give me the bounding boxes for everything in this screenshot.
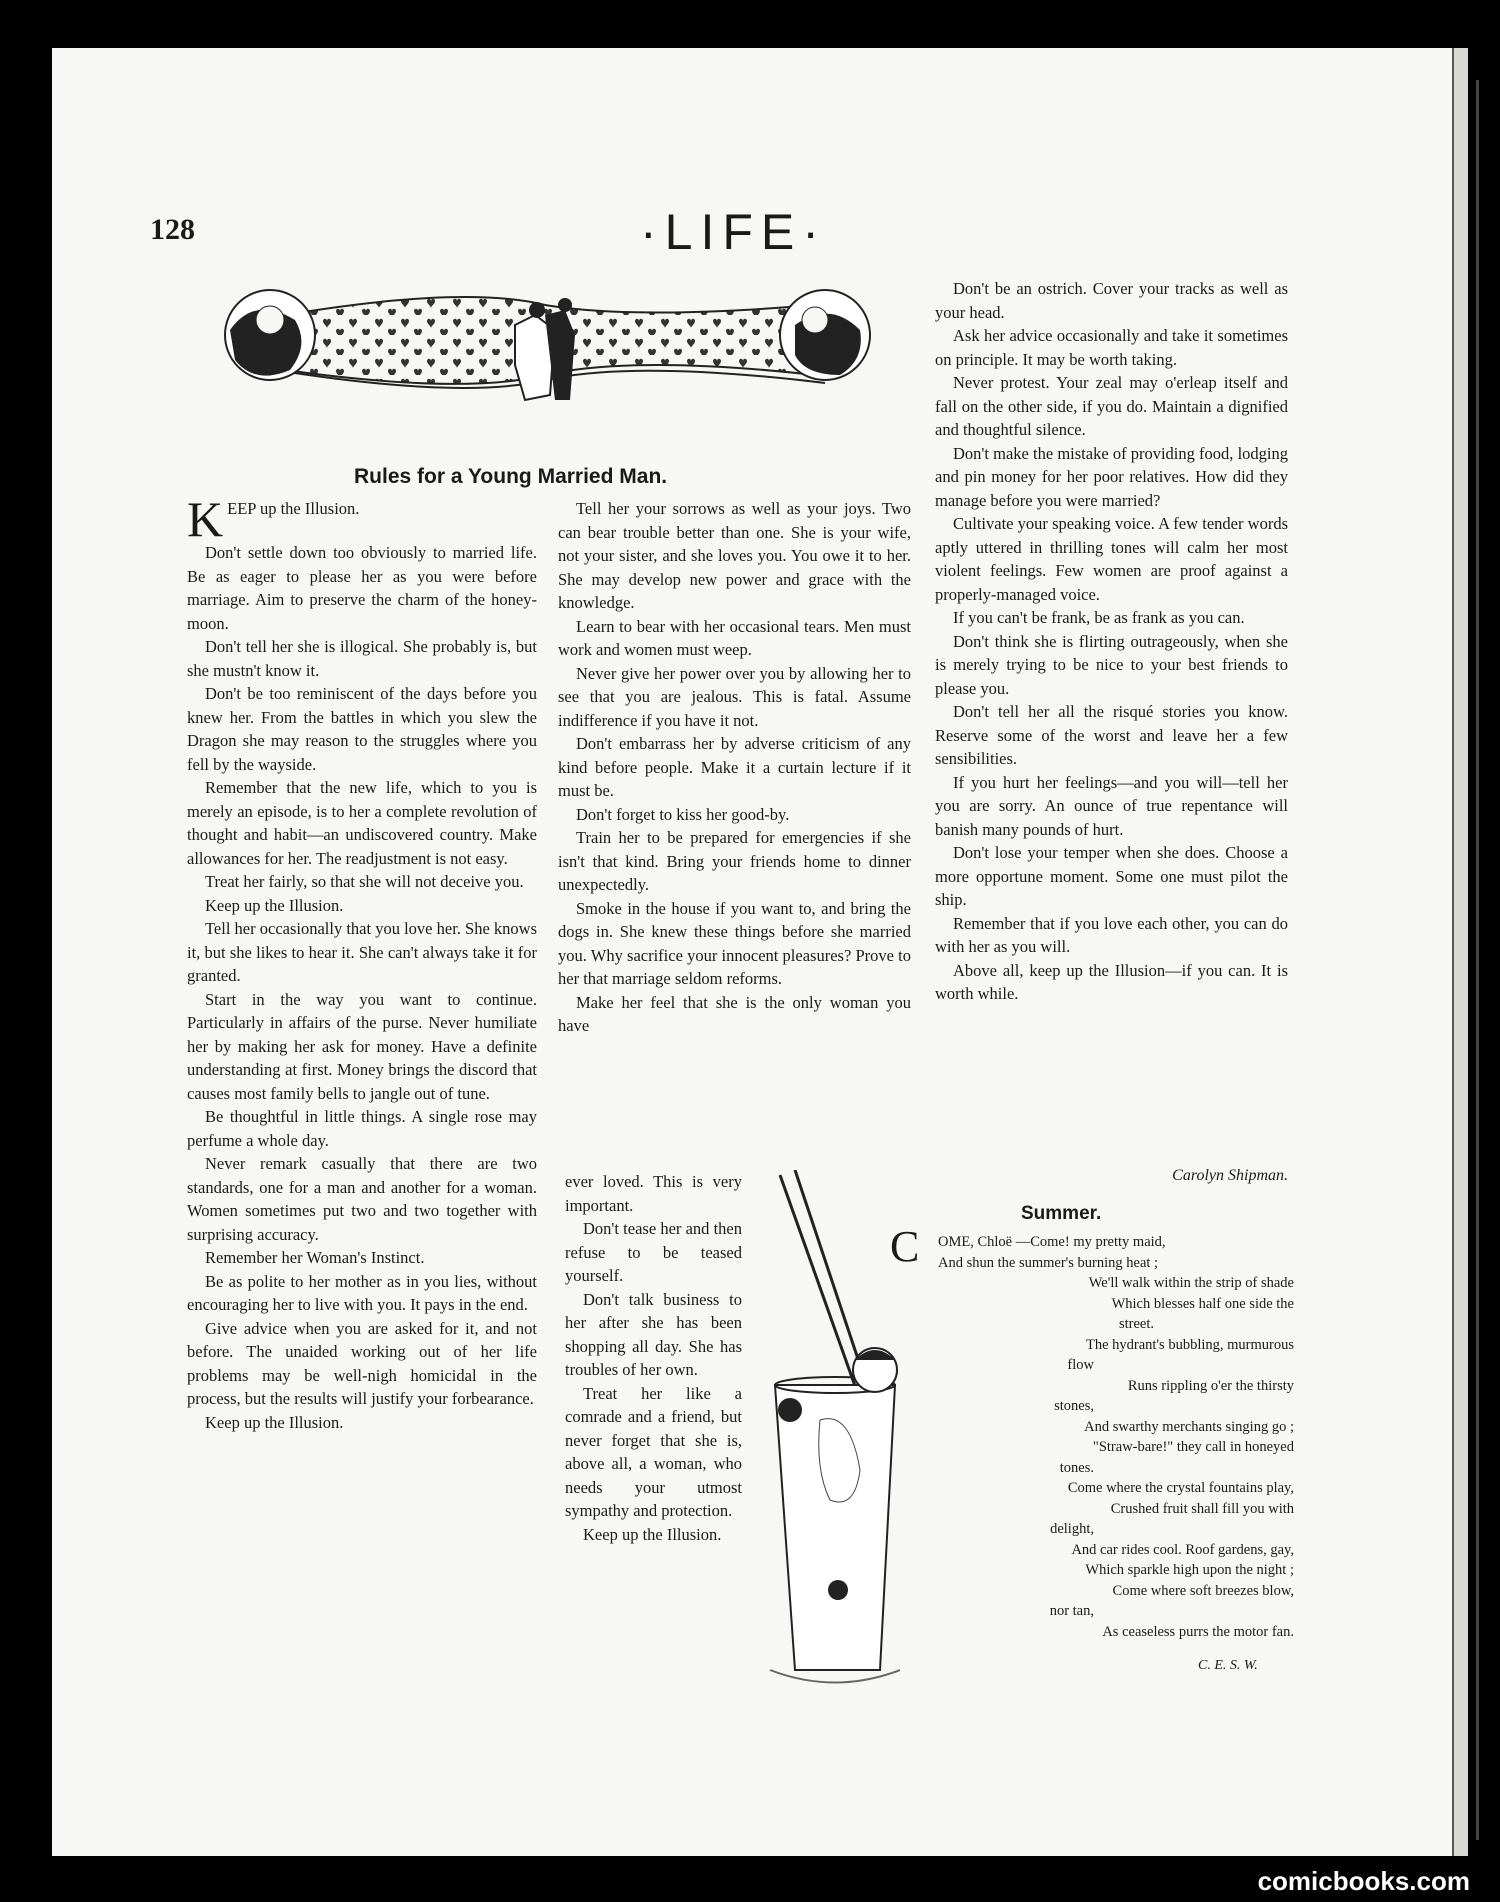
paragraph: Keep up the Illusion. (205, 895, 344, 915)
article-column-2-narrow (565, 1170, 742, 1546)
paragraph: Don't settle down too obviously to married life. Be as eager to please her as you were before marriage. Aim to preserve the charm of the honey-moon. (187, 543, 537, 633)
paragraph: Keep up the Illusion. (205, 1412, 344, 1432)
paragraph: Don't talk business to her after she has been shopping all day. She has troubles of her own. (565, 1289, 742, 1379)
poem-body (890, 1232, 1294, 1642)
poem-line: Crushed fruit shall fill you with (1110, 1500, 1294, 1517)
article-dropcap: K (187, 497, 224, 541)
header-illustration (215, 275, 885, 445)
paragraph: Don't be an ostrich. Cover your tracks as well as your head. (935, 279, 1288, 322)
poem-line: Come where soft breezes blow, (1112, 1582, 1294, 1599)
paragraph: Treat her like a comrade and a friend, but never forget that she is, above all, a woman, who needs your utmost sympathy and protection. (565, 1383, 742, 1520)
poem-title: Summer. (1021, 1203, 1102, 1224)
poem-line: We'll walk within the strip of shade (1088, 1275, 1294, 1291)
paragraph: Remember that if you love each other, you can do with her as you will. (935, 913, 1288, 956)
paragraph: Give advice when you are asked for it, and not before. The unaided working out of her life problems may be well-nigh homicidal in the process, but the results will justify your forbearance. (187, 1318, 537, 1408)
article-first-line: EEP up the Illusion. (227, 499, 360, 518)
paragraph: Ask her advice occasionally and take it sometimes on principle. It may be worth taking. (935, 326, 1288, 369)
paragraph: Never protest. Your zeal may o'erleap itself and fall on the other side, if you do. Maintain a dignified and thoughtful silence. (935, 373, 1288, 439)
poem-line: As ceaseless purrs the motor fan. (1102, 1623, 1294, 1640)
poem-line: delight, (1050, 1521, 1094, 1537)
page-edge (1476, 80, 1479, 1840)
article-title: Rules for a Young Married Man. (354, 465, 668, 488)
paragraph: Be thoughtful in little things. A single rose may perfume a whole day. (187, 1107, 537, 1150)
paragraph: If you can't be frank, be as frank as you can. (953, 608, 1245, 627)
paragraph: Remember that the new life, which to you is merely an episode, is to her a complete revolution of thought and habit—an undiscovered country. Make allowances for her. The readjustment is not easy. (187, 778, 537, 868)
poem-line: nor tan, (1049, 1603, 1094, 1619)
paragraph: Don't think she is flirting outrageously, when she is merely trying to be nice to your best friends to please you. (935, 631, 1288, 698)
paragraph: Start in the way you want to continue. Particularly in affairs of the purse. Never humiliate her by making her ask for money. Have a definite understanding at first. Money brings the discord that causes most family bells to jangle out of tune. (187, 989, 537, 1103)
poem-line: flow (1067, 1357, 1094, 1373)
article-column-1 (187, 497, 537, 1434)
masthead: ·LIFE· (640, 204, 827, 260)
paragraph: Treat her fairly, so that she will not deceive you. (205, 872, 524, 891)
paragraph: Don't tell her all the risqué stories you know. Reserve some of the worst and leave her a few sensibilities. (935, 702, 1288, 768)
poem-line: Runs rippling o'er the thirsty (1127, 1377, 1294, 1394)
paragraph: Don't lose your temper when she does. Choose a more opportune moment. Some one must pilot the ship. (935, 843, 1288, 909)
paragraph: Never remark casually that there are two standards, one for a man and another for a woman. Women sometimes put two and two together with surprising accuracy. (187, 1154, 537, 1244)
poem-line: And car rides cool. Roof gardens, gay, (1071, 1541, 1294, 1558)
paragraph: Don't embarrass her by adverse criticism of any kind before people. Make it a curtain lecture if it must be. (558, 734, 911, 800)
poem-line: Come where the crystal fountains play, (1067, 1480, 1294, 1496)
poem-line: OME, Chloë —Come! my pretty maid, (938, 1234, 1166, 1250)
paragraph: Cultivate your speaking voice. A few tender words aptly uttered in thrilling tones will calm her most violent feelings. Few women are proof against a properly-managed voice. (935, 514, 1288, 604)
paragraph: Keep up the Illusion. (583, 1524, 722, 1544)
paragraph: Don't make the mistake of providing food, lodging and pin money for her poor relatives. How did they manage before you were married? (935, 443, 1288, 510)
site-watermark: comicbooks.com (1257, 1866, 1470, 1896)
paragraph: Don't forget to kiss her good-by. (576, 804, 790, 824)
paragraph: Train her to be prepared for emergencies if she isn't that kind. Bring your friends home to dinner unexpectedly. (558, 828, 911, 894)
paragraph: ever loved. This is very important. (565, 1172, 742, 1215)
poem-line: stones, (1054, 1398, 1094, 1414)
article-signature: Carolyn Shipman. (1172, 1167, 1288, 1184)
paragraph: Don't be too reminiscent of the days before you knew her. From the battles in which you slew the Dragon she may reason to the struggles where you fell by the wayside. (187, 684, 537, 774)
poem-signature: C. E. S. W. (1198, 1658, 1258, 1673)
poem-line: street. (1118, 1316, 1154, 1332)
first-paragraph (187, 497, 537, 541)
poem-line: And swarthy merchants singing go ; (1084, 1418, 1294, 1435)
paragraph: Never give her power over you by allowing her to see that you are jealous. This is fatal. Assume indifference if you have it not. (558, 663, 911, 730)
glass-illustration (760, 1170, 900, 1690)
article-column-2 (558, 497, 911, 1038)
poem-dropcap: C (890, 1222, 920, 1271)
poem-line: Which blesses half one side the (1111, 1295, 1294, 1312)
article-column-3 (935, 277, 1288, 1006)
paragraph: Make her feel that she is the only woman you have (558, 992, 911, 1035)
poem-line: Which sparkle high upon the night ; (1085, 1562, 1294, 1578)
paragraph: Smoke in the house if you want to, and bring the dogs in. She knew these things before she married you. Why sacrifice your innocent pleasures? Prove to her that marriage seldom reforms. (558, 898, 911, 988)
paragraph: Remember her Woman's Instinct. (205, 1248, 425, 1267)
page-spine (1452, 48, 1468, 1856)
page-number: 128 (150, 213, 195, 246)
paragraph: Be as polite to her mother as in you lies, without encouraging her to live with you. It pays in the end. (187, 1271, 537, 1314)
paragraph: Tell her your sorrows as well as your joys. Two can bear trouble better than one. She is your wife, not your sister, and she loves you. You owe it to her. She may develop new power and grace with the knowledge. (558, 499, 911, 612)
poem-line: tones. (1059, 1459, 1094, 1476)
paragraph: Above all, keep up the Illusion—if you can. It is worth while. (935, 960, 1288, 1003)
paragraph: Learn to bear with her occasional tears. Men must work and women must weep. (558, 616, 911, 659)
poem-line: "Straw-bare!" they call in honeyed (1092, 1439, 1294, 1455)
paragraph: If you hurt her feelings—and you will—tell her you are sorry. An ounce of true repentance will banish many pounds of hurt. (935, 772, 1288, 839)
paragraph: Don't tell her she is illogical. She probably is, but she mustn't know it. (187, 637, 537, 680)
paragraph: Don't tease her and then refuse to be teased yourself. (565, 1219, 742, 1285)
paragraph: Tell her occasionally that you love her. She knows it, but she likes to hear it. She can't always take it for granted. (187, 919, 537, 985)
poem-line: The hydrant's bubbling, murmurous (1085, 1336, 1294, 1353)
poem-line: And shun the summer's burning heat ; (938, 1254, 1159, 1271)
